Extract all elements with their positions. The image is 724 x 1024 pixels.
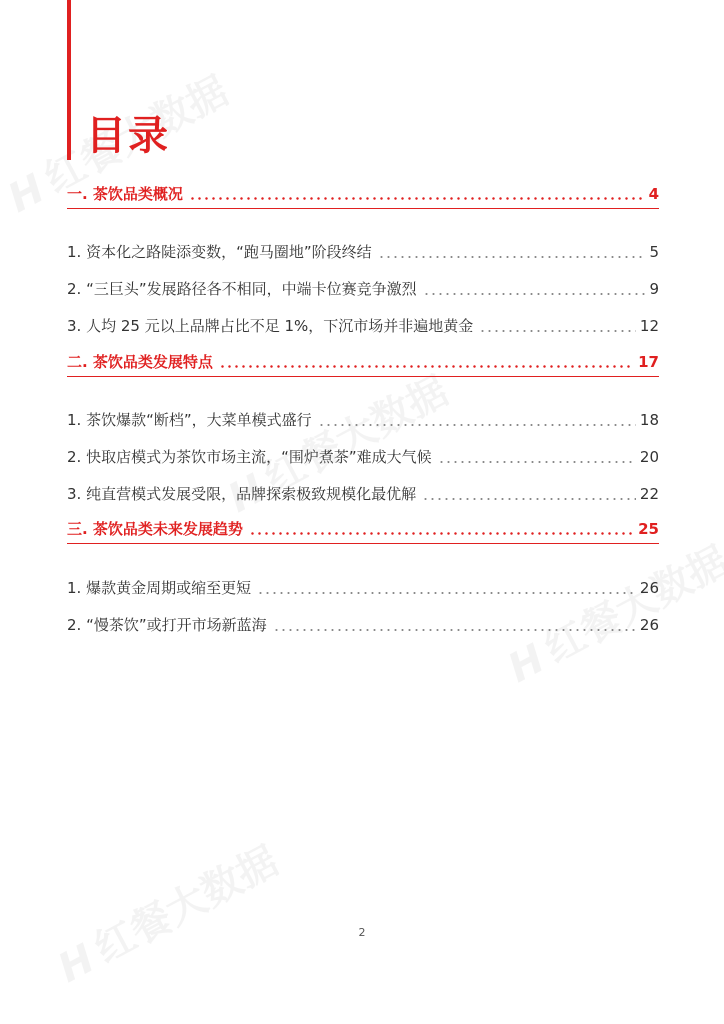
watermark-logo — [501, 636, 552, 692]
toc-label: 1. 茶饮爆款“断档”，大菜单模式盛行 — [67, 411, 312, 429]
toc-label: 3. 人均 25 元以上品牌占比不足 1%，下沉市场并非遍地黄金 — [67, 317, 474, 335]
page-number: 2 — [358, 926, 366, 939]
dot-leader — [273, 629, 636, 631]
toc-item[interactable] — [67, 601, 659, 635]
dot-leader — [438, 461, 636, 463]
toc-page: 4 — [648, 185, 659, 203]
watermark-text — [87, 838, 285, 973]
dot-leader — [249, 532, 634, 535]
toc-page: 12 — [639, 317, 659, 335]
dot-leader — [479, 330, 636, 332]
toc-section-1[interactable] — [67, 172, 659, 209]
watermark — [47, 830, 287, 994]
dot-leader — [423, 293, 646, 295]
toc-page: 26 — [639, 616, 659, 634]
dot-leader — [378, 256, 646, 258]
toc-label: 三. 茶饮品类未来发展趋势 — [67, 520, 243, 538]
page-title: 目录 — [86, 113, 170, 159]
toc-page: 9 — [649, 280, 659, 298]
toc-page: 25 — [638, 520, 659, 538]
toc-page: 18 — [639, 411, 659, 429]
dot-leader — [189, 197, 645, 200]
dot-leader — [257, 592, 636, 594]
accent-bar — [67, 0, 71, 160]
toc-item[interactable] — [67, 302, 659, 336]
toc-section-2[interactable] — [67, 340, 659, 377]
watermark-logo — [51, 936, 102, 992]
dot-leader — [422, 498, 636, 500]
toc-page: 22 — [639, 485, 659, 503]
toc-label: 2. 快取店模式为茶饮市场主流，“围炉煮茶”难成大气候 — [67, 448, 432, 466]
toc-item[interactable] — [67, 265, 659, 299]
toc-page: 5 — [649, 243, 659, 261]
watermark-logo — [1, 166, 52, 222]
toc-item[interactable] — [67, 470, 659, 504]
toc-label: 1. 资本化之路陡添变数，“跑马圈地”阶段终结 — [67, 243, 372, 261]
toc-label: 3. 纯直营模式发展受限，品牌探索极致规模化最优解 — [67, 485, 417, 503]
toc-label: 2. “三巨头”发展路径各不相同，中端卡位赛竞争激烈 — [67, 280, 417, 298]
dot-leader — [219, 365, 634, 368]
toc-item[interactable] — [67, 433, 659, 467]
toc-page: 20 — [639, 448, 659, 466]
toc-label: 二. 茶饮品类发展特点 — [67, 353, 213, 371]
toc-label: 一. 茶饮品类概况 — [67, 185, 183, 203]
toc-page: 26 — [639, 579, 659, 597]
toc-item[interactable] — [67, 228, 659, 262]
toc-item[interactable] — [67, 396, 659, 430]
toc-item[interactable] — [67, 564, 659, 598]
toc-section-3[interactable] — [67, 507, 659, 544]
toc-page: 17 — [638, 353, 659, 371]
toc-label: 1. 爆款黄金周期或缩至更短 — [67, 579, 252, 597]
toc-label: 2. “慢茶饮”或打开市场新蓝海 — [67, 616, 267, 634]
dot-leader — [318, 424, 636, 426]
